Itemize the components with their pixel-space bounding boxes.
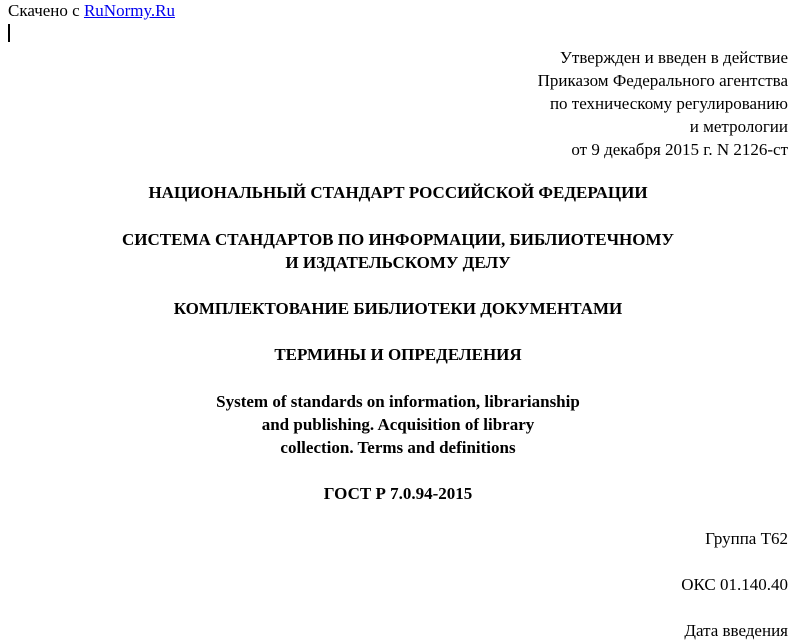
approval-line: Утвержден и введен в действие [559,48,788,67]
approval-line: Приказом Федерального агентства [537,71,788,90]
group-code: Группа Т62 [705,529,788,548]
standard-title-text: НАЦИОНАЛЬНЫЙ СТАНДАРТ РОССИЙСКОЙ ФЕДЕРАЦИИ [148,183,648,202]
approval-block [368,46,788,161]
terms-title-text: ТЕРМИНЫ И ОПРЕДЕЛЕНИЯ [274,345,522,364]
system-title-line: СИСТЕМА СТАНДАРТОВ ПО ИНФОРМАЦИИ, БИБЛИОТЕЧНОМУ [121,230,675,249]
terms-title [0,343,790,366]
system-title-line: И ИЗДАТЕЛЬСКОМУ ДЕЛУ [285,253,511,272]
gost-number-text: ГОСТ Р 7.0.94-2015 [323,484,473,503]
english-title [0,390,790,459]
gost-number [0,482,790,505]
oks-code: ОКС 01.140.40 [681,575,788,594]
english-title-line: System of standards on information, librarianship [216,392,580,411]
english-title-line: collection. Terms and definitions [280,438,516,457]
approval-line: по техническому регулированию [549,94,788,113]
subject-title-text: КОМПЛЕКТОВАНИЕ БИБЛИОТЕКИ ДОКУМЕНТАМИ [173,299,623,318]
system-title [0,228,790,274]
english-title-line: and publishing. Acquisition of library [261,415,535,434]
intro-date-label: Дата введения [684,621,788,640]
subject-title [0,297,790,320]
download-source-line [8,1,175,21]
download-prefix: Скачено с [8,1,84,20]
standard-title [0,181,790,204]
runormy-link[interactable]: RuNormy.Ru [83,1,175,20]
text-cursor [8,24,10,42]
approval-line: от 9 декабря 2015 г. N 2126-ст [571,140,788,159]
approval-line: и метрологии [689,117,788,136]
